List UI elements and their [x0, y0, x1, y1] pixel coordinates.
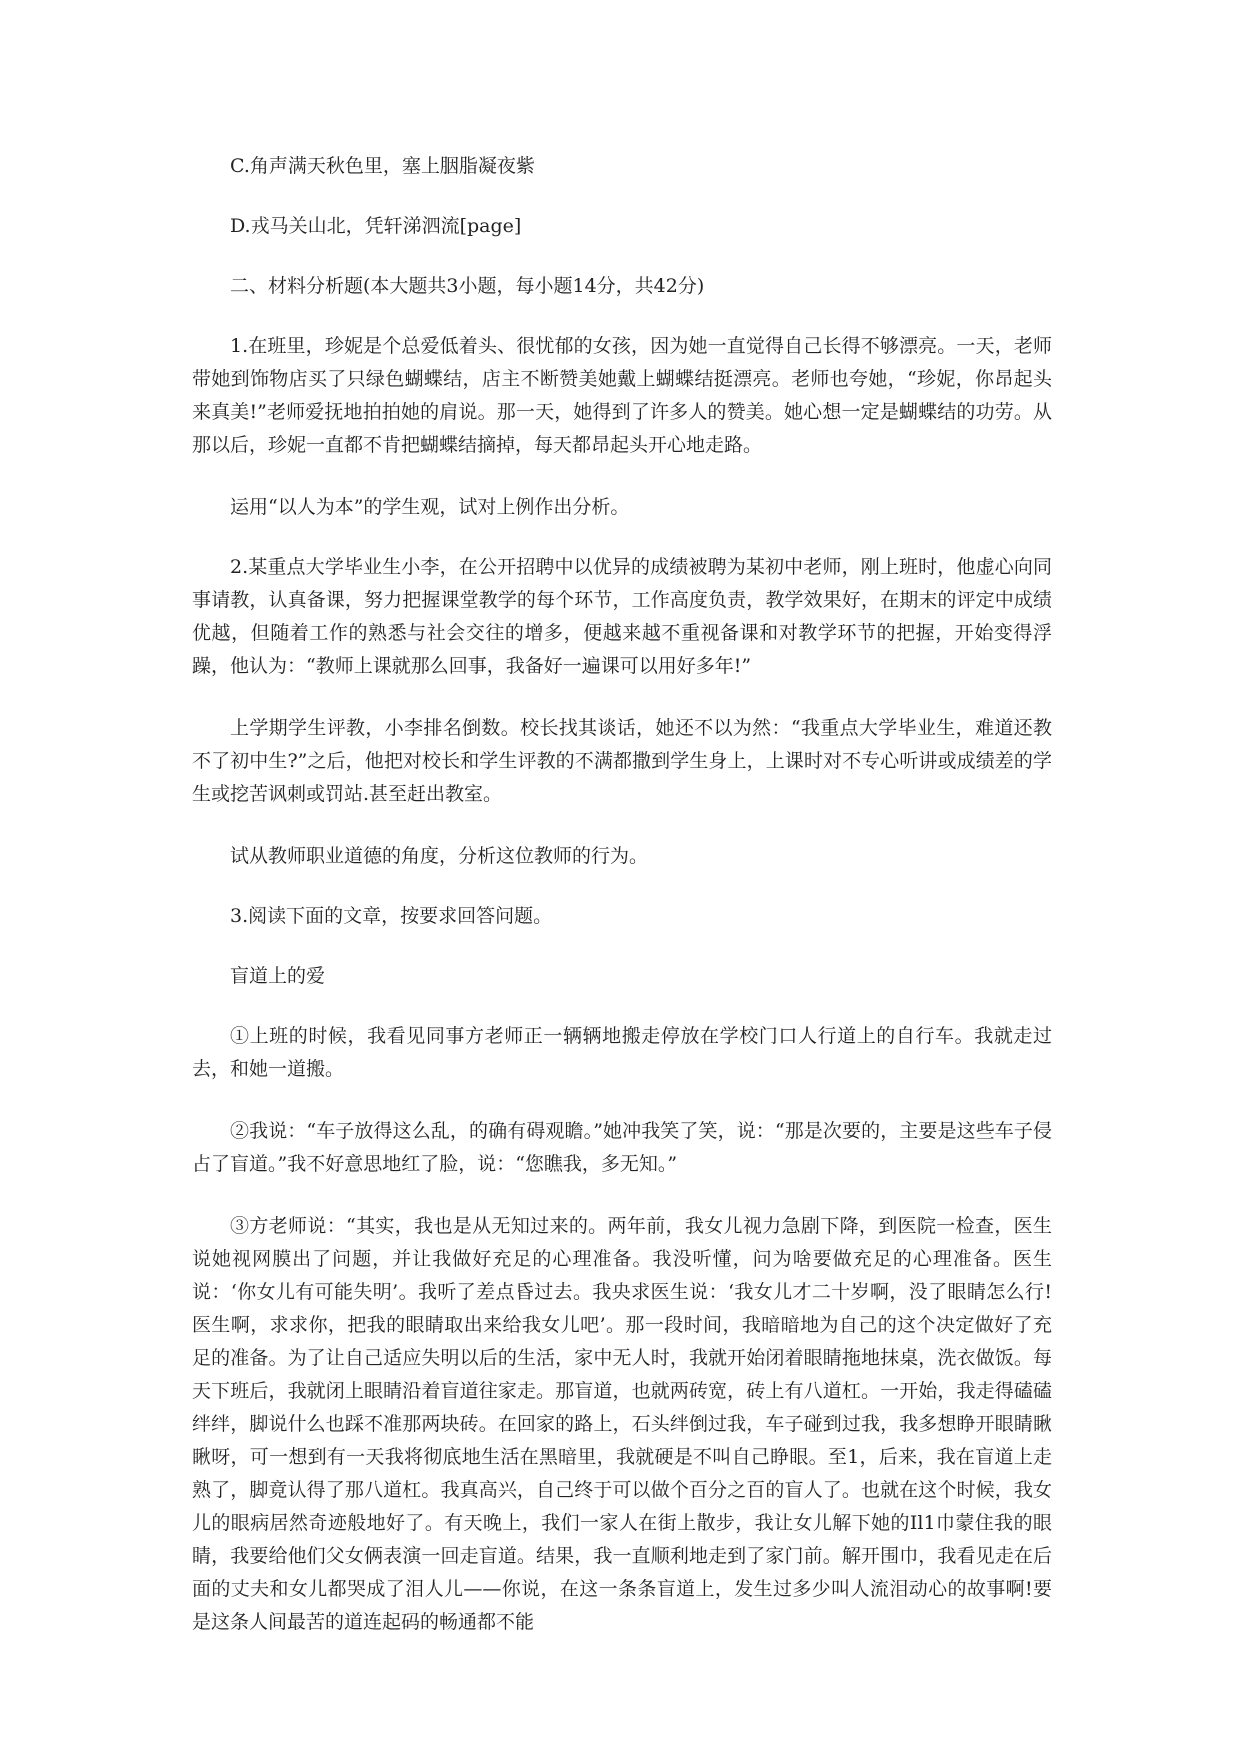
question-1-prompt: 运用“以人为本”的学生观，试对上例作出分析。 [230, 496, 630, 518]
document-body [192, 150, 1052, 1668]
question-2-material-continued: 上学期学生评教，小李排名倒数。校长找其谈话，她还不以为然：“我重点大学毕业生，难道还教不了初中生?”之后，他把对校长和学生评教的不满都撒到学生身上，上课时对不专心听讲或成绩差的学生或挖苦讽刺或罚站.甚至赶出教室。 [192, 717, 1052, 805]
article-paragraph-1: ①上班的时候，我看见同事方老师正一辆辆地搬走停放在学校门口人行道上的自行车。我就走过去，和她一道搬。 [192, 1025, 1052, 1080]
section-heading: 二、材料分析题(本大题共3小题，每小题14分，共42分) [230, 275, 705, 297]
article-paragraph-2: ②我说：“车子放得这么乱，的确有碍观瞻。”她冲我笑了笑，说：“那是次要的，主要是这些车子侵占了盲道。”我不好意思地红了脸，说：“您瞧我，多无知。” [192, 1120, 1052, 1175]
question-3-prompt: 3.阅读下面的文章，按要求回答问题。 [230, 905, 553, 927]
option-c: C.角声满天秋色里，塞上胭脂凝夜紫 [230, 155, 535, 177]
question-2-material: 2.某重点大学毕业生小李，在公开招聘中以优异的成绩被聘为某初中老师，刚上班时，他虚心向同事请教，认真备课，努力把握课堂教学的每个环节，工作高度负责，教学效果好，在期末的评定中成绩优越，但随着工作的熟悉与社会交往的增多，便越来越不重视备课和对教学环节的把握，开始变得浮躁，他认为：“教师上课就那么回事，我备好一遍课可以用好多年!” [192, 556, 1052, 677]
article-title: 盲道上的爱 [230, 965, 326, 987]
question-1-material: 1.在班里，珍妮是个总爱低着头、很忧郁的女孩，因为她一直觉得自己长得不够漂亮。一天，老师带她到饰物店买了只绿色蝴蝶结，店主不断赞美她戴上蝴蝶结挺漂亮。老师也夸她，“珍妮，你昂起头来真美!”老师爱抚地拍拍她的肩说。那一天，她得到了许多人的赞美。她心想一定是蝴蝶结的功劳。从那以后，珍妮一直都不肯把蝴蝶结摘掉，每天都昂起头开心地走路。 [192, 335, 1052, 456]
article-paragraph-3: ③方老师说：“其实，我也是从无知过来的。两年前，我女儿视力急剧下降，到医院一检查，医生说她视网膜出了问题，并让我做好充足的心理准备。我没听懂，问为啥要做充足的心理准备。医生说：‘你女儿有可能失明’。我听了差点昏过去。我央求医生说：‘我女儿才二十岁啊，没了眼睛怎么行!医生啊，求求你，把我的眼睛取出来给我女儿吧’。那一段时间，我暗暗地为自己的这个决定做好了充足的准备。为了让自己适应失明以后的生活，家中无人时，我就开始闭着眼睛拖地抹桌，洗衣做饭。每天下班后，我就闭上眼睛沿着盲道往家走。那盲道，也就两砖宽，砖上有八道杠。一开始，我走得磕磕绊绊，脚说什么也踩不准那两块砖。在回家的路上，石头绊倒过我，车子碰到过我，我多想睁开眼睛瞅瞅呀，可一想到有一天我将彻底地生活在黑暗里，我就硬是不叫自己睁眼。至1，后来，我在盲道上走熟了，脚竟认得了那八道杠。我真高兴，自己终于可以做个百分之百的盲人了。也就在这个时候，我女儿的眼病居然奇迹般地好了。有天晚上，我们一家人在街上散步，我让女儿解下她的Il1巾蒙住我的眼睛，我要给他们父女俩表演一回走盲道。结果，我一直顺利地走到了家门前。解开围巾，我看见走在后面的丈夫和女儿都哭成了泪人儿——你说，在这一条条盲道上，发生过多少叫人流泪动心的故事啊!要是这条人间最苦的道连起码的畅通都不能 [192, 1215, 1052, 1633]
question-2-prompt: 试从教师职业道德的角度，分析这位教师的行为。 [230, 845, 649, 867]
option-d: D.戎马关山北，凭轩涕泗流[page] [230, 215, 522, 237]
